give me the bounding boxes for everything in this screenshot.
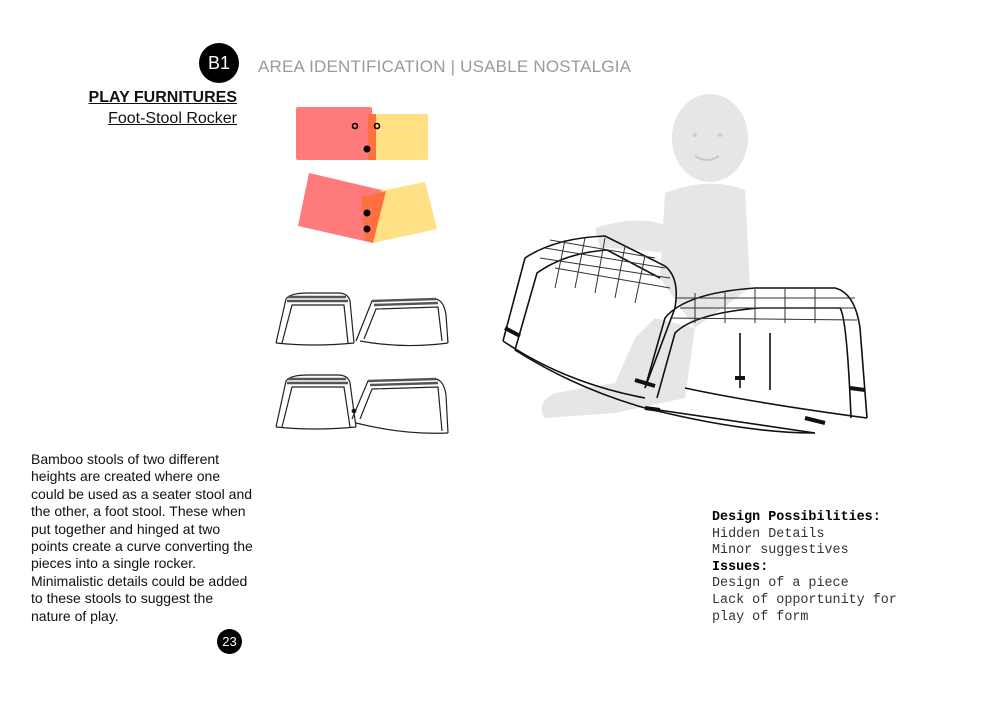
page-header: AREA IDENTIFICATION | USABLE NOSTALGIA — [258, 57, 632, 76]
section-badge — [199, 43, 239, 83]
sketch-stool-short — [356, 299, 448, 346]
section-badge-label: B1 — [207, 52, 231, 73]
hinge-diagram — [285, 100, 445, 250]
overlap-flat — [368, 114, 376, 160]
footstool-block-flat — [368, 114, 428, 160]
issue-item: Design of a piece — [712, 576, 849, 592]
possibility-item: Hidden Details — [712, 526, 825, 542]
page-title: PLAY FURNITURES — [88, 89, 237, 106]
design-notes — [712, 510, 897, 626]
issues-heading: Issues: — [712, 559, 769, 575]
hinge-point — [364, 146, 371, 153]
possibility-item: Minor suggestives — [712, 543, 849, 559]
footstool-block-tilted — [373, 182, 437, 243]
description-text: Bamboo stools of two different heights are created where one could be used as a seater stool and the other, a foot stool. These when put together and hinged at two points create a curve converting the pieces into a single rocker. Minimalistic details could be added to these stools to suggest the nature of play. — [31, 451, 253, 624]
issue-item: play of form — [712, 609, 809, 625]
title-block — [89, 88, 237, 130]
sketch-stool-tall — [276, 293, 354, 345]
child-rocker-illustration — [495, 88, 905, 443]
hinge-point — [364, 210, 371, 217]
hinge-point — [364, 226, 371, 233]
possibilities-heading: Design Possibilities: — [712, 510, 881, 525]
seat-block-flat — [296, 107, 372, 160]
page-number: 23 — [222, 634, 237, 649]
sketch-stool-short-joined — [352, 379, 448, 433]
page-subtitle: Foot-Stool Rocker — [108, 110, 237, 127]
sketch-stool-tall-joined — [276, 375, 356, 429]
page-number-badge — [217, 629, 242, 654]
issue-item: Lack of opportunity for — [712, 592, 897, 608]
stool-sketches — [268, 285, 453, 435]
